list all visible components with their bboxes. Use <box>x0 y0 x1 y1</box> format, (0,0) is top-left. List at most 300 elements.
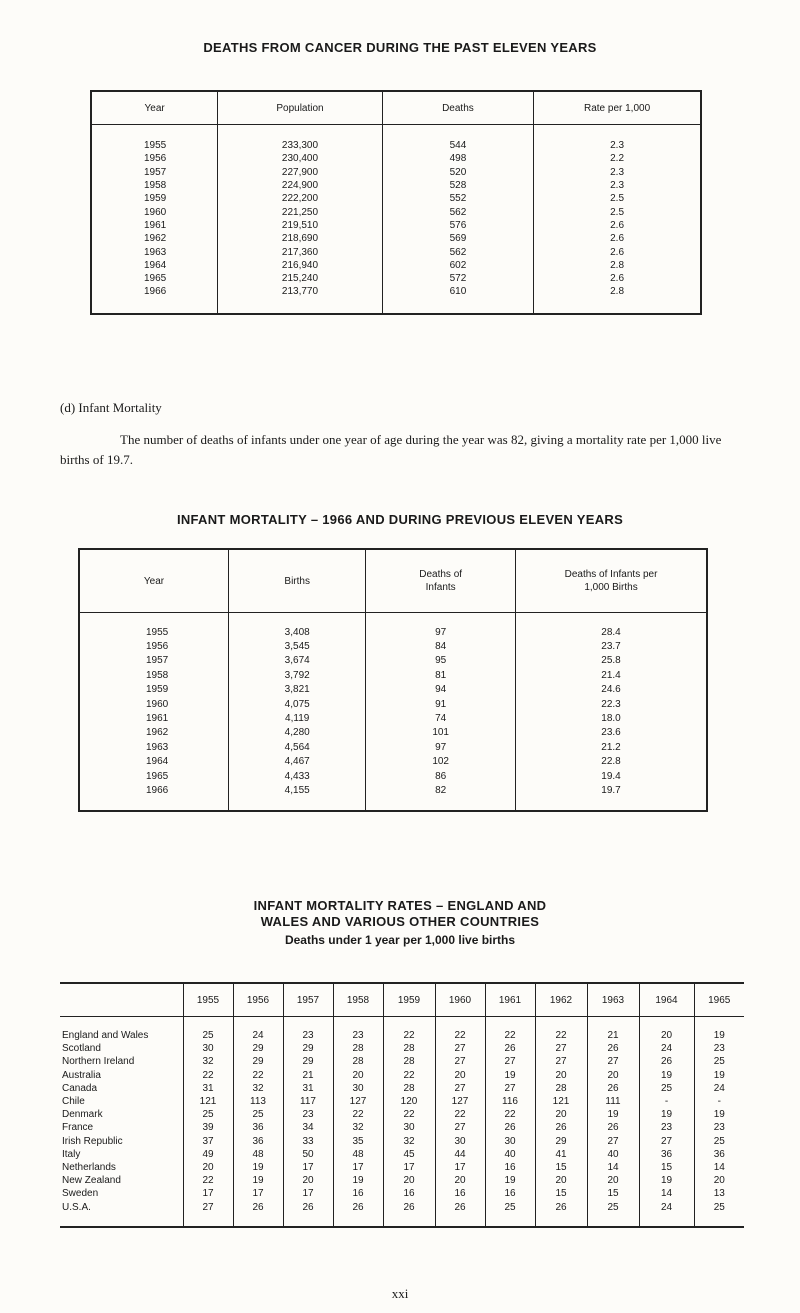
table-cell: 19 <box>333 1174 383 1187</box>
table-cell: 4,280 <box>229 726 366 740</box>
table-cell: 2.2 <box>534 152 701 165</box>
table-cell: 15 <box>535 1161 587 1174</box>
table-cell: 19 <box>639 1069 694 1082</box>
table-cell: 1955 <box>79 625 229 639</box>
table-cell: 36 <box>639 1148 694 1161</box>
table-cell: 22 <box>383 1069 435 1082</box>
table-cell: 48 <box>233 1148 283 1161</box>
table-cell: 1960 <box>91 205 218 218</box>
table-cell: 29 <box>233 1042 283 1055</box>
table-cell: 17 <box>283 1161 333 1174</box>
table-cell: Sweden <box>62 1188 99 1200</box>
table-cell: 22 <box>435 1029 485 1042</box>
table-cell: 26 <box>485 1121 535 1134</box>
table-row <box>91 139 701 152</box>
table-cell: 20 <box>283 1174 333 1187</box>
column-header: Population <box>218 91 382 125</box>
table-cell: 22 <box>183 1069 233 1082</box>
table-cell: 121 <box>183 1095 233 1108</box>
table-cell: 218,690 <box>218 232 382 245</box>
table-cell: 569 <box>382 232 533 245</box>
table-cell: 23 <box>283 1029 333 1042</box>
cancer-deaths-table <box>90 90 702 315</box>
year-header: 1960 <box>435 983 485 1017</box>
year-header: 1961 <box>485 983 535 1017</box>
table-cell: 1955 <box>91 139 218 152</box>
table-cell: 32 <box>233 1082 283 1095</box>
table-cell: 127 <box>435 1095 485 1108</box>
table-cell: 23 <box>694 1042 744 1055</box>
table-cell: 19.7 <box>516 783 707 797</box>
table-cell: 1957 <box>79 654 229 668</box>
table-cell: 1961 <box>91 219 218 232</box>
table-cell: 219,510 <box>218 219 382 232</box>
table-cell: 20 <box>535 1069 587 1082</box>
table-cell: 25 <box>233 1108 283 1121</box>
table-cell: 4,564 <box>229 740 366 754</box>
table-cell: 19 <box>639 1174 694 1187</box>
table-cell: 16 <box>485 1161 535 1174</box>
table-cell: Scotland <box>62 1043 101 1055</box>
table-cell: 20 <box>694 1174 744 1187</box>
table-cell: 21 <box>587 1029 639 1042</box>
table-cell: 26 <box>435 1200 485 1213</box>
table-cell: 36 <box>233 1135 283 1148</box>
table-row <box>79 755 707 769</box>
table-cell: - <box>639 1095 694 1108</box>
table-row <box>60 1069 744 1082</box>
table-cell: 19 <box>233 1161 283 1174</box>
table-cell: 32 <box>383 1135 435 1148</box>
table-cell: 32 <box>183 1055 233 1068</box>
table-cell: 41 <box>535 1148 587 1161</box>
table-cell: 552 <box>382 192 533 205</box>
table-cell: Australia <box>62 1069 101 1081</box>
table-cell: 22.8 <box>516 755 707 769</box>
table-cell: 25 <box>694 1200 744 1213</box>
table-cell: 25 <box>587 1200 639 1213</box>
table-row <box>91 245 701 258</box>
table-cell: 30 <box>485 1135 535 1148</box>
table-cell: 26 <box>535 1121 587 1134</box>
table-cell: 4,433 <box>229 769 366 783</box>
table-cell: 15 <box>639 1161 694 1174</box>
table-cell: Denmark <box>62 1109 103 1121</box>
table-cell: 1964 <box>91 259 218 272</box>
table-cell: 544 <box>382 139 533 152</box>
table-row <box>79 654 707 668</box>
table-row <box>60 1187 744 1200</box>
table-cell: 111 <box>587 1095 639 1108</box>
table-cell: 81 <box>366 668 516 682</box>
table-cell: 1958 <box>91 179 218 192</box>
table-cell: 213,770 <box>218 285 382 298</box>
table-cell: 498 <box>382 152 533 165</box>
table-cell: 35 <box>333 1135 383 1148</box>
table-cell: 24 <box>639 1042 694 1055</box>
table-cell: 34 <box>283 1121 333 1134</box>
table-cell: 29 <box>283 1055 333 1068</box>
table-cell: 14 <box>587 1161 639 1174</box>
table-cell: 24.6 <box>516 683 707 697</box>
table-cell: 27 <box>535 1055 587 1068</box>
table-cell: 36 <box>233 1121 283 1134</box>
table-cell: 3,792 <box>229 668 366 682</box>
table-row <box>91 192 701 205</box>
table-cell: 25 <box>183 1029 233 1042</box>
infant-table-title: INFANT MORTALITY – 1966 AND DURING PREVIOUS ELEVEN YEARS <box>176 512 624 527</box>
table-cell: 26 <box>587 1121 639 1134</box>
table-cell: 22 <box>485 1108 535 1121</box>
table-cell: 528 <box>382 179 533 192</box>
year-header: 1964 <box>639 983 694 1017</box>
table-cell: 82 <box>366 783 516 797</box>
table-cell: 26 <box>587 1042 639 1055</box>
table-cell: 26 <box>639 1055 694 1068</box>
table-cell: 22 <box>233 1069 283 1082</box>
table-cell: 25 <box>183 1108 233 1121</box>
table-cell: 22 <box>485 1029 535 1042</box>
table-row <box>91 232 701 245</box>
table-cell: 28 <box>333 1055 383 1068</box>
table-cell: 19 <box>694 1108 744 1121</box>
table-cell: 30 <box>383 1121 435 1134</box>
table-cell: 3,674 <box>229 654 366 668</box>
table-cell: 27 <box>435 1055 485 1068</box>
table-row <box>91 285 701 298</box>
table-cell: 20 <box>383 1174 435 1187</box>
table-cell: 22 <box>183 1174 233 1187</box>
table-cell: 40 <box>587 1148 639 1161</box>
table-cell: 2.6 <box>534 245 701 258</box>
table-cell: 20 <box>183 1161 233 1174</box>
table-cell: 2.6 <box>534 232 701 245</box>
table-cell: 19 <box>587 1108 639 1121</box>
table-row <box>91 219 701 232</box>
table-cell: Chile <box>62 1096 85 1108</box>
year-header: 1956 <box>233 983 283 1017</box>
table-cell: 26 <box>233 1200 283 1213</box>
table-cell: 23 <box>333 1029 383 1042</box>
table-cell: 520 <box>382 166 533 179</box>
table-cell: 28 <box>383 1082 435 1095</box>
table-row <box>60 1135 744 1148</box>
table-cell: 2.8 <box>534 285 701 298</box>
table-row <box>60 1108 744 1121</box>
table-cell: 3,821 <box>229 683 366 697</box>
table-cell: 23.6 <box>516 726 707 740</box>
year-header: 1963 <box>587 983 639 1017</box>
table-cell: 91 <box>366 697 516 711</box>
cancer-table-title: DEATHS FROM CANCER DURING THE PAST ELEVEN YEARS <box>203 40 597 55</box>
table-row <box>60 1200 744 1213</box>
table-cell: 27 <box>535 1042 587 1055</box>
table-cell: 1961 <box>79 711 229 725</box>
table-cell: England and Wales <box>62 1030 149 1042</box>
table-cell: 20 <box>587 1069 639 1082</box>
table-cell: 3,408 <box>229 625 366 639</box>
table-cell: 20 <box>535 1108 587 1121</box>
table-cell: 22 <box>333 1108 383 1121</box>
table-cell: 27 <box>435 1121 485 1134</box>
table-cell: 20 <box>639 1029 694 1042</box>
table-cell: 1963 <box>91 245 218 258</box>
table-cell: 26 <box>383 1200 435 1213</box>
table-cell: 26 <box>587 1082 639 1095</box>
table-cell: 94 <box>366 683 516 697</box>
table-cell: 610 <box>382 285 533 298</box>
table-cell: 24 <box>694 1082 744 1095</box>
table-cell: 17 <box>333 1161 383 1174</box>
column-header: Year <box>79 549 229 613</box>
table-cell: 562 <box>382 245 533 258</box>
table-cell: 27 <box>485 1082 535 1095</box>
table-cell: 1957 <box>91 166 218 179</box>
table-cell: 1962 <box>91 232 218 245</box>
table-cell: 19.4 <box>516 769 707 783</box>
table-row <box>79 639 707 653</box>
table-cell: 22.3 <box>516 697 707 711</box>
table-cell: 2.3 <box>534 139 701 152</box>
table-cell: U.S.A. <box>62 1201 91 1213</box>
table-cell: 27 <box>183 1200 233 1213</box>
page-number: xxi <box>391 1286 409 1301</box>
table-cell: 15 <box>587 1187 639 1200</box>
table-cell: 233,300 <box>218 139 382 152</box>
table-cell: 2.8 <box>534 259 701 272</box>
table-row <box>60 1148 744 1161</box>
table-row <box>91 166 701 179</box>
table-cell: 74 <box>366 711 516 725</box>
table-cell: 215,240 <box>218 272 382 285</box>
column-header: Rate per 1,000 <box>534 91 701 125</box>
table-cell: 120 <box>383 1095 435 1108</box>
table-cell: 95 <box>366 654 516 668</box>
table-cell: 20 <box>333 1069 383 1082</box>
table-cell: Canada <box>62 1082 98 1094</box>
section-heading: (d) Infant Mortality <box>60 400 162 415</box>
table-cell: 230,400 <box>218 152 382 165</box>
table-cell: 116 <box>485 1095 535 1108</box>
table-cell: 26 <box>283 1200 333 1213</box>
table-cell: 1958 <box>79 668 229 682</box>
table-cell: 222,200 <box>218 192 382 205</box>
table-cell: 26 <box>333 1200 383 1213</box>
international-rates-table <box>60 982 744 1228</box>
table-cell: 1964 <box>79 755 229 769</box>
table-cell: 14 <box>639 1187 694 1200</box>
table-cell: 25 <box>694 1055 744 1068</box>
table-cell: 84 <box>366 639 516 653</box>
table-cell: 23.7 <box>516 639 707 653</box>
table-cell: 2.3 <box>534 179 701 192</box>
column-header: Deaths <box>382 91 533 125</box>
table-cell: 50 <box>283 1148 333 1161</box>
table-cell: 14 <box>694 1161 744 1174</box>
table-cell: 16 <box>485 1187 535 1200</box>
table-cell: 29 <box>283 1042 333 1055</box>
table-cell: 28 <box>383 1042 435 1055</box>
table-cell: 23 <box>639 1121 694 1134</box>
table-cell: 19 <box>639 1108 694 1121</box>
table-cell: Netherlands <box>62 1161 116 1173</box>
table-cell: New Zealand <box>62 1175 121 1187</box>
table-cell: 17 <box>283 1187 333 1200</box>
table-row <box>79 711 707 725</box>
table-cell: 1966 <box>91 285 218 298</box>
table-row <box>60 1121 744 1134</box>
table-cell: 27 <box>485 1055 535 1068</box>
table-cell: France <box>62 1122 94 1134</box>
table-cell: 22 <box>435 1108 485 1121</box>
table-row <box>79 769 707 783</box>
table-cell: 23 <box>283 1108 333 1121</box>
table-cell: 26 <box>535 1200 587 1213</box>
table-cell: 227,900 <box>218 166 382 179</box>
table-row <box>79 697 707 711</box>
table-cell: 49 <box>183 1148 233 1161</box>
table-row <box>60 1095 744 1108</box>
table-cell: 2.5 <box>534 205 701 218</box>
table-cell: 30 <box>333 1082 383 1095</box>
table-row <box>79 668 707 682</box>
table-cell: 22 <box>535 1029 587 1042</box>
table-row <box>79 683 707 697</box>
table-cell: 28 <box>383 1055 435 1068</box>
table-cell: 86 <box>366 769 516 783</box>
table-row <box>60 1042 744 1055</box>
table-cell: 22 <box>383 1029 435 1042</box>
table-cell: 19 <box>485 1174 535 1187</box>
year-header: 1962 <box>535 983 587 1017</box>
table-cell: 21 <box>283 1069 333 1082</box>
table-cell: 19 <box>233 1174 283 1187</box>
table-cell: 27 <box>435 1042 485 1055</box>
table-cell: 1959 <box>91 192 218 205</box>
year-header: 1958 <box>333 983 383 1017</box>
intl-table-subtitle: Deaths under 1 year per 1,000 live births <box>284 933 516 947</box>
table-cell: 20 <box>435 1069 485 1082</box>
table-cell: 16 <box>435 1187 485 1200</box>
table-cell: 224,900 <box>218 179 382 192</box>
table-cell: 17 <box>183 1187 233 1200</box>
table-cell: 19 <box>694 1069 744 1082</box>
table-cell: 2.6 <box>534 219 701 232</box>
column-header: Deaths of Infants <box>366 549 516 613</box>
section-paragraph: The number of deaths of infants under one year of age during the year was 82, giving a mortality rate per 1,000 live births of 19.7. <box>60 432 722 467</box>
table-cell: 28 <box>535 1082 587 1095</box>
year-header: 1965 <box>694 983 744 1017</box>
intl-table-title-line2: WALES AND VARIOUS OTHER COUNTRIES <box>260 914 540 929</box>
table-cell: 28.4 <box>516 625 707 639</box>
table-cell: 27 <box>639 1135 694 1148</box>
table-cell: - <box>694 1095 744 1108</box>
table-cell: 4,467 <box>229 755 366 769</box>
table-row <box>60 1174 744 1187</box>
table-row <box>79 740 707 754</box>
table-cell: 48 <box>333 1148 383 1161</box>
table-cell: 572 <box>382 272 533 285</box>
table-cell: 97 <box>366 740 516 754</box>
table-cell: 217,360 <box>218 245 382 258</box>
table-cell: 17 <box>233 1187 283 1200</box>
table-cell: 27 <box>587 1135 639 1148</box>
table-cell: 33 <box>283 1135 333 1148</box>
table-cell: Northern Ireland <box>62 1056 135 1068</box>
table-cell: 30 <box>435 1135 485 1148</box>
table-cell: 17 <box>435 1161 485 1174</box>
table-cell: 45 <box>383 1148 435 1161</box>
infant-mortality-table <box>78 548 708 812</box>
table-row <box>91 205 701 218</box>
table-cell: 28 <box>333 1042 383 1055</box>
table-row <box>79 783 707 797</box>
table-cell: 29 <box>233 1055 283 1068</box>
table-cell: 562 <box>382 205 533 218</box>
table-cell: 1965 <box>79 769 229 783</box>
table-cell: 127 <box>333 1095 383 1108</box>
table-cell: Italy <box>62 1148 81 1160</box>
table-cell: 117 <box>283 1095 333 1108</box>
column-header: Year <box>91 91 218 125</box>
table-cell: 221,250 <box>218 205 382 218</box>
table-cell: 25.8 <box>516 654 707 668</box>
table-cell: 2.6 <box>534 272 701 285</box>
table-cell: 32 <box>333 1121 383 1134</box>
table-cell: 4,155 <box>229 783 366 797</box>
table-cell: 1965 <box>91 272 218 285</box>
table-cell: 13 <box>694 1187 744 1200</box>
table-cell: 19 <box>485 1069 535 1082</box>
table-cell: 1959 <box>79 683 229 697</box>
table-row <box>60 1082 744 1095</box>
column-header: Deaths of Infants per 1,000 Births <box>516 549 707 613</box>
table-cell: 40 <box>485 1148 535 1161</box>
table-cell: 27 <box>587 1055 639 1068</box>
table-cell: Irish Republic <box>62 1135 123 1147</box>
year-header: 1955 <box>183 983 233 1017</box>
table-cell: 20 <box>587 1174 639 1187</box>
table-cell: 102 <box>366 755 516 769</box>
table-cell: 1966 <box>79 783 229 797</box>
year-header: 1959 <box>383 983 435 1017</box>
table-cell: 1962 <box>79 726 229 740</box>
table-cell: 31 <box>283 1082 333 1095</box>
table-cell: 25 <box>639 1082 694 1095</box>
table-cell: 1963 <box>79 740 229 754</box>
table-cell: 20 <box>535 1174 587 1187</box>
table-row <box>60 1161 744 1174</box>
table-cell: 18.0 <box>516 711 707 725</box>
table-cell: 97 <box>366 625 516 639</box>
table-row <box>79 625 707 639</box>
table-row <box>91 259 701 272</box>
table-cell: 2.5 <box>534 192 701 205</box>
table-cell: 1960 <box>79 697 229 711</box>
table-cell: 576 <box>382 219 533 232</box>
table-cell: 22 <box>383 1108 435 1121</box>
table-cell: 36 <box>694 1148 744 1161</box>
table-cell: 1956 <box>91 152 218 165</box>
table-cell: 24 <box>233 1029 283 1042</box>
table-cell: 29 <box>535 1135 587 1148</box>
table-cell: 16 <box>333 1187 383 1200</box>
table-row <box>60 1055 744 1068</box>
table-cell: 4,119 <box>229 711 366 725</box>
table-cell: 113 <box>233 1095 283 1108</box>
table-cell: 21.2 <box>516 740 707 754</box>
table-row <box>60 1029 744 1042</box>
